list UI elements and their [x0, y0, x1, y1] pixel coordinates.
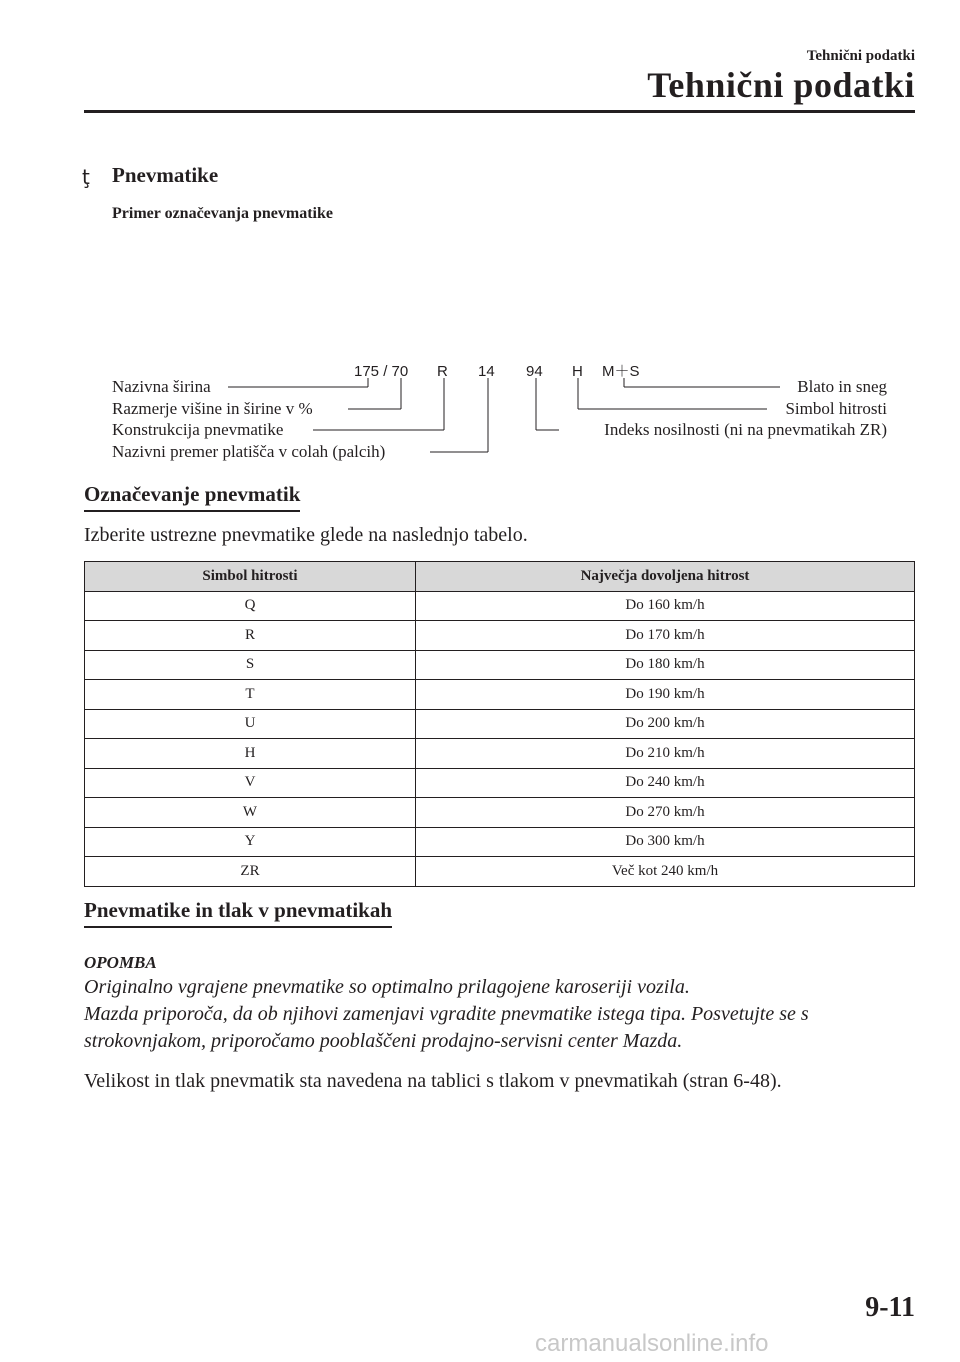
table-row: [85, 709, 915, 739]
table-row: [85, 857, 915, 887]
pressure-body: Velikost in tlak pnevmatik sta navedena na tablici s tlakom v pnevmatikah (stran 6-48).: [84, 1070, 782, 1092]
code-size: 175 / 70: [354, 363, 409, 380]
cell-max-speed: Do 270 km/h: [416, 798, 915, 828]
code-speed-symbol: H: [572, 363, 583, 380]
column-header-max-speed: Največja dovoljena hitrost: [416, 562, 915, 592]
header-rule: [84, 110, 915, 113]
table-row: [85, 680, 915, 710]
cell-speed-symbol: ZR: [85, 857, 416, 887]
label-rim-diameter: Nazivni premer platišča v colah (palcih): [112, 442, 386, 461]
table-row: [85, 591, 915, 621]
table-row: [85, 798, 915, 828]
label-aspect-ratio: Razmerje višine in širine v %: [112, 399, 313, 418]
label-speed-symbol: Simbol hitrosti: [785, 399, 887, 418]
column-header-speed-symbol: Simbol hitrosti: [85, 562, 416, 592]
label-mud-snow: Blato in sneg: [797, 377, 887, 396]
page-number: 9-11: [865, 1292, 915, 1323]
section-bullet-icon: ţ: [82, 165, 90, 189]
pressure-heading: Pnevmatike in tlak v pnevmatikah: [84, 898, 392, 928]
cell-speed-symbol: S: [85, 650, 416, 680]
table-row: [85, 739, 915, 769]
running-header-small: Tehnični podatki: [806, 48, 915, 64]
speed-symbol-table: [84, 561, 915, 887]
table-row: [85, 768, 915, 798]
table-row: [85, 827, 915, 857]
code-mud-snow: M＋S: [602, 363, 640, 380]
table-row: [85, 650, 915, 680]
cell-speed-symbol: W: [85, 798, 416, 828]
cell-max-speed: Do 170 km/h: [416, 621, 915, 651]
note-line: strokovnjakom, priporočamo pooblaščeni prodajno-servisni center Mazda.: [84, 1030, 683, 1052]
table-body: [85, 591, 915, 886]
cell-max-speed: Do 160 km/h: [416, 591, 915, 621]
cell-max-speed: Do 240 km/h: [416, 768, 915, 798]
cell-max-speed: Do 180 km/h: [416, 650, 915, 680]
code-construction: R: [437, 363, 448, 380]
label-nominal-width: Nazivna širina: [112, 377, 211, 396]
cell-max-speed: Do 190 km/h: [416, 680, 915, 710]
cell-speed-symbol: U: [85, 709, 416, 739]
cell-speed-symbol: R: [85, 621, 416, 651]
cell-max-speed: Do 300 km/h: [416, 827, 915, 857]
watermark: carmanualsonline.info: [535, 1330, 769, 1357]
cell-speed-symbol: H: [85, 739, 416, 769]
note-line: Mazda priporoča, da ob njihovi zamenjavi vgradite pnevmatike istega tipa. Posvetujte se s: [84, 1003, 809, 1025]
table-row: [85, 621, 915, 651]
tire-marking-diagram: [0, 355, 960, 465]
table-header-row: [85, 562, 915, 592]
section-title: Pnevmatike: [112, 163, 219, 187]
cell-max-speed: Več kot 240 km/h: [416, 857, 915, 887]
cell-speed-symbol: V: [85, 768, 416, 798]
code-load-index: 94: [526, 363, 543, 380]
note-line: Originalno vgrajene pnevmatike so optimalno prilagojene karoseriji vozila.: [84, 976, 690, 998]
marking-intro: Izberite ustrezne pnevmatike glede na naslednjo tabelo.: [84, 524, 528, 546]
note-title: OPOMBA: [84, 953, 157, 972]
marking-heading: Označevanje pnevmatik: [84, 482, 300, 512]
cell-speed-symbol: T: [85, 680, 416, 710]
label-load-index: Indeks nosilnosti (ni na pnevmatikah ZR): [604, 420, 887, 439]
cell-max-speed: Do 210 km/h: [416, 739, 915, 769]
chapter-title: Tehnični podatki: [647, 65, 915, 105]
cell-max-speed: Do 200 km/h: [416, 709, 915, 739]
diagram-caption: Primer označevanja pnevmatike: [112, 205, 333, 222]
cell-speed-symbol: Q: [85, 591, 416, 621]
cell-speed-symbol: Y: [85, 827, 416, 857]
label-construction: Konstrukcija pnevmatike: [112, 420, 284, 439]
code-rim-diameter: 14: [478, 363, 495, 380]
